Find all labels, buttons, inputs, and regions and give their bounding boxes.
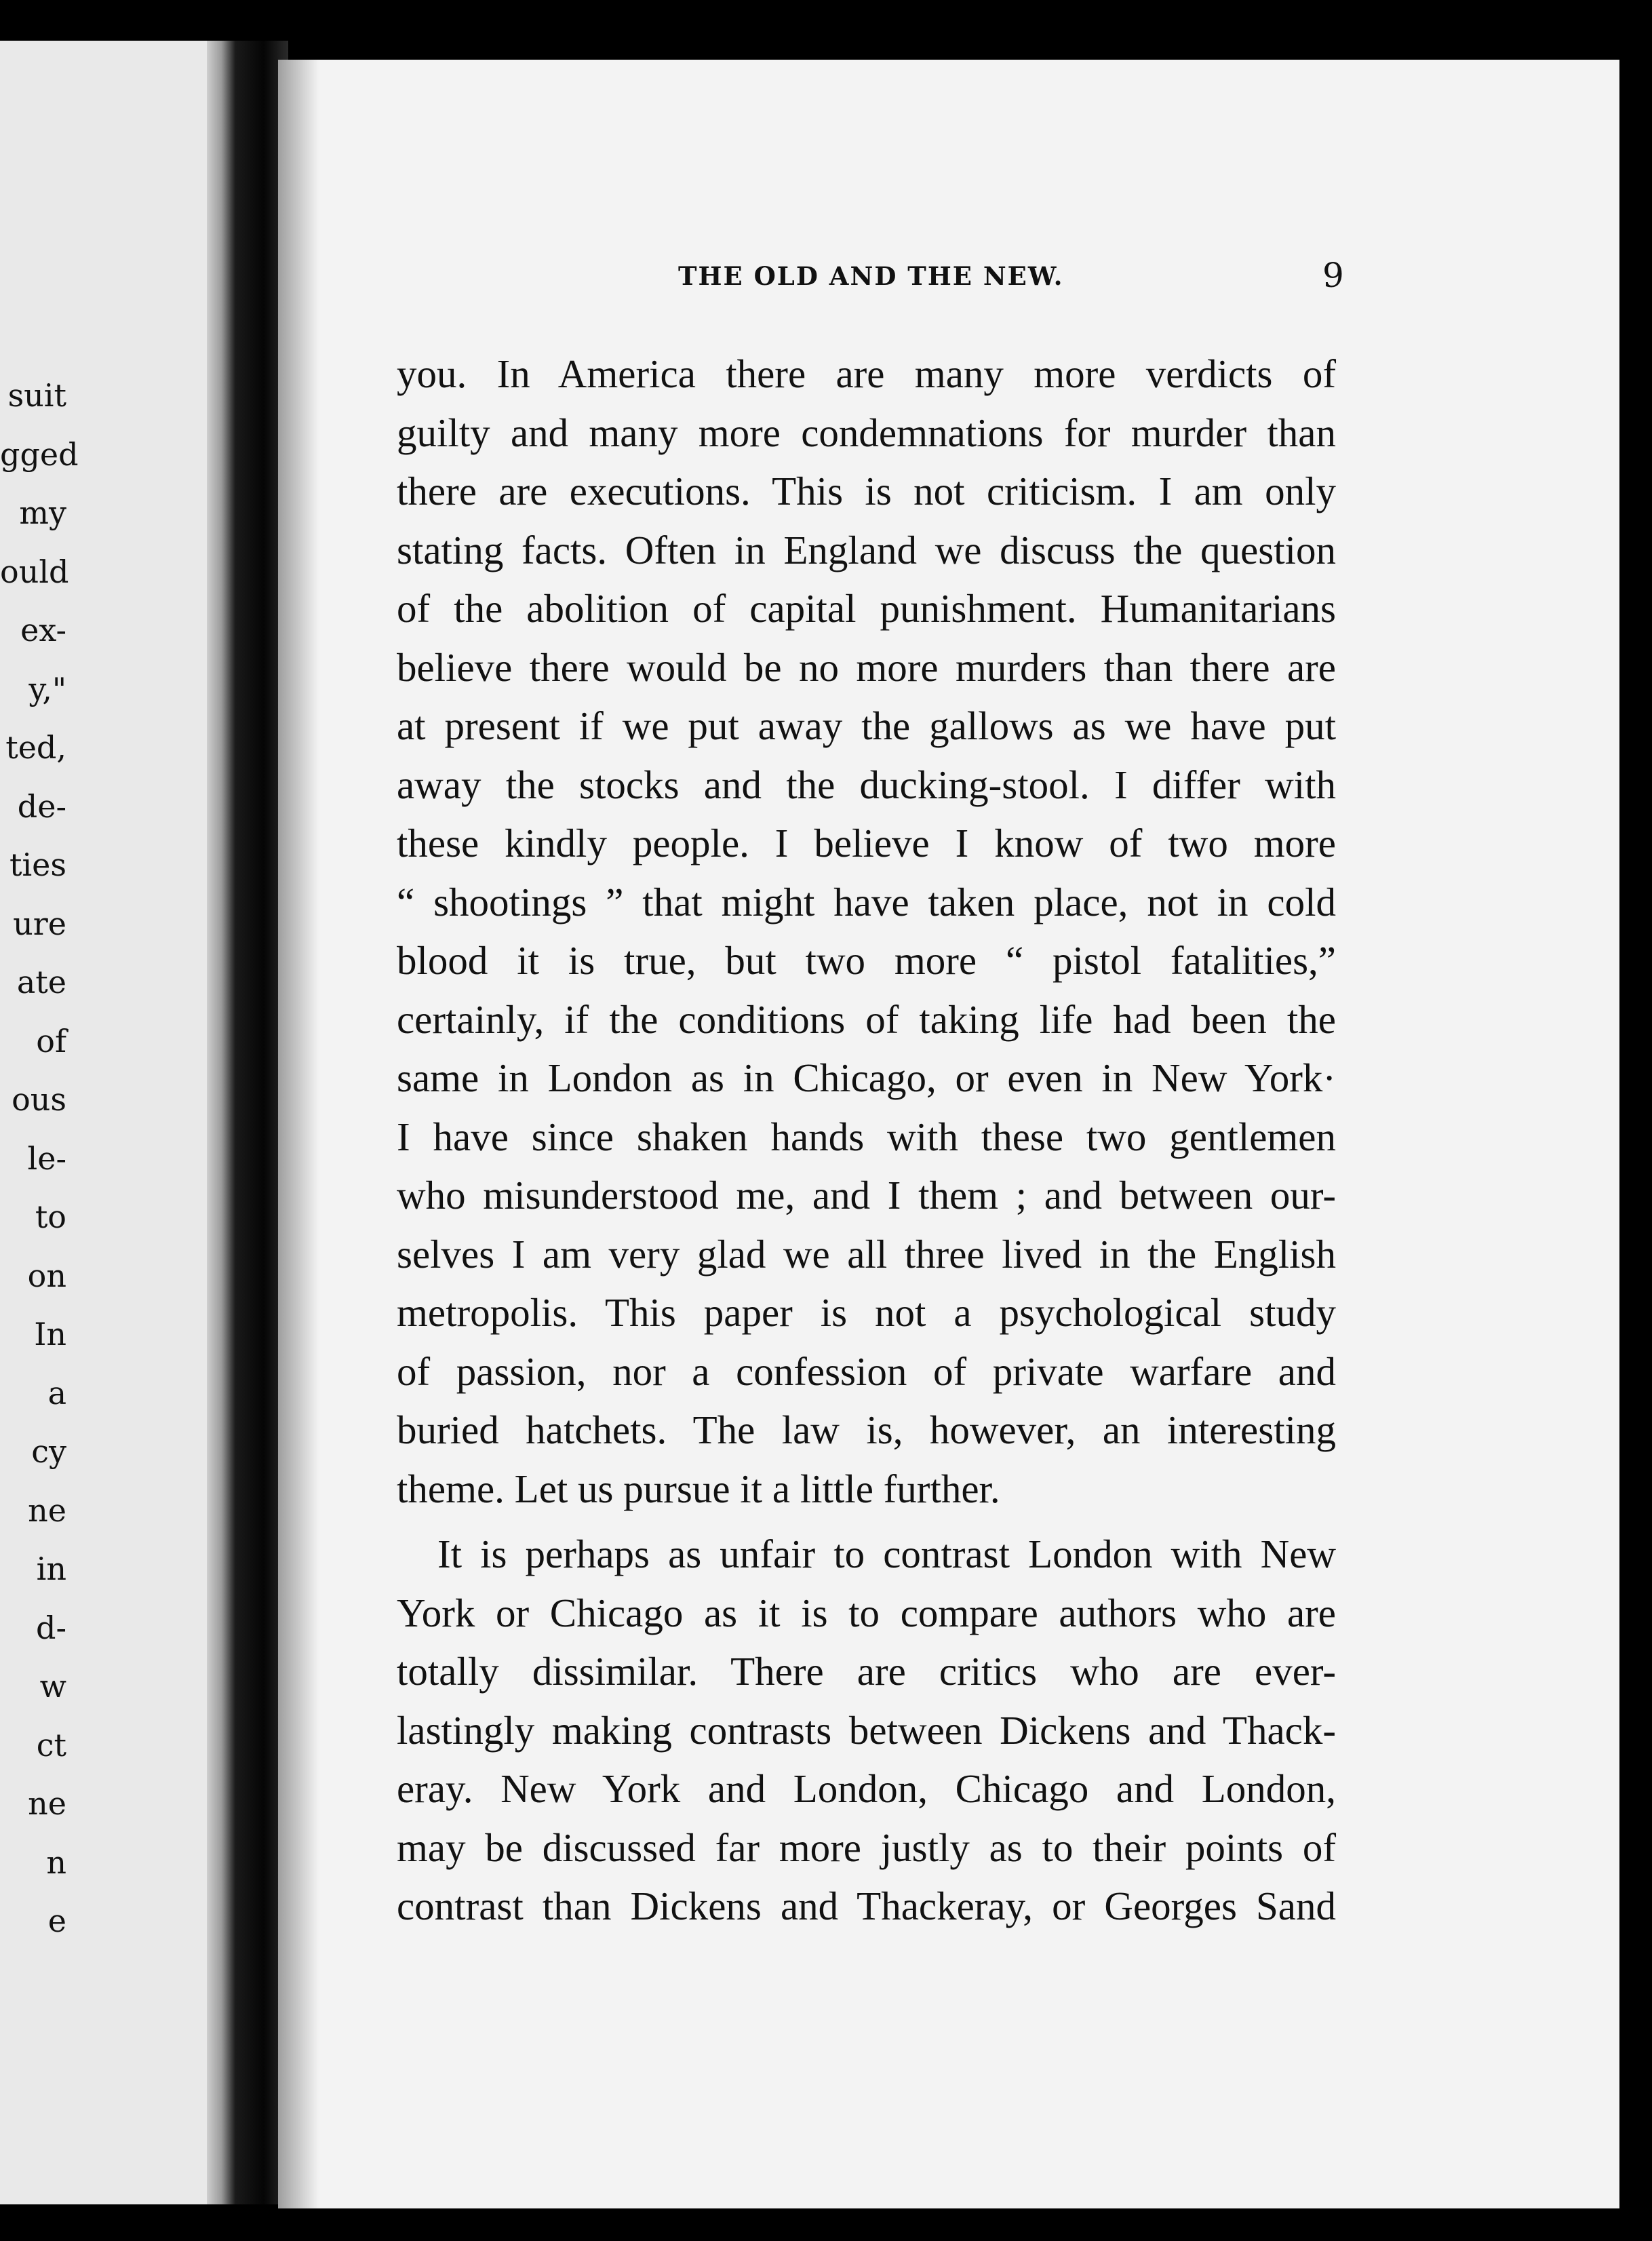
fragment-line: to bbox=[35, 1199, 66, 1235]
page-shadow bbox=[278, 60, 319, 2208]
text-line: I have since shaken hands with these two gentlemen bbox=[397, 1114, 1336, 1159]
text-line: same in London as in Chicago, or even in New York· bbox=[397, 1055, 1336, 1100]
text-line: totally dissimilar. There are critics who are ever- bbox=[397, 1649, 1336, 1694]
fragment-line: ure bbox=[13, 905, 66, 942]
paragraph bbox=[397, 1525, 1336, 1936]
fragment-line: ne bbox=[28, 1492, 66, 1529]
fragment-line: n bbox=[46, 1844, 66, 1881]
fragment-line: In bbox=[34, 1316, 66, 1352]
text-line: may be discussed far more justly as to their points of bbox=[397, 1825, 1336, 1870]
paragraph bbox=[397, 345, 1336, 1518]
text-line: believe there would be no more murders than there are bbox=[397, 644, 1336, 690]
fragment-line: le- bbox=[27, 1139, 66, 1177]
text-line: at present if we put away the gallows as we have put bbox=[397, 703, 1336, 748]
fragment-line: e bbox=[47, 1903, 66, 1939]
fragment-line: ate bbox=[16, 964, 66, 1000]
text-line: blood it is true, but two more “ pistol fatalities,” bbox=[397, 938, 1336, 983]
text-line: contrast than Dickens and Thackeray, or Georges Sand bbox=[397, 1884, 1336, 1928]
text-line: York or Chicago as it is to compare authors who are bbox=[397, 1590, 1336, 1635]
fragment-line: ous bbox=[12, 1081, 66, 1118]
fragment-line: a bbox=[47, 1374, 66, 1411]
text-line: theme. Let us pursue it a little further. bbox=[397, 1466, 1000, 1511]
page-number: 9 bbox=[1322, 256, 1345, 295]
fragment-line: gged bbox=[0, 435, 79, 473]
fragment-line: on bbox=[27, 1257, 66, 1294]
fragment-line: of bbox=[36, 1022, 66, 1059]
text-line: who misunderstood me, and I them ; and between our- bbox=[397, 1173, 1336, 1217]
text-line: It is perhaps as unfair to contrast London with New bbox=[437, 1532, 1336, 1576]
previous-page-line-endings bbox=[0, 366, 79, 1951]
fragment-line: ct bbox=[36, 1726, 66, 1763]
text-line: “ shootings ” that might have taken place, not in cold bbox=[397, 879, 1336, 924]
fragment-line: my bbox=[19, 494, 66, 531]
text-line: of the abolition of capital punishment. Humanitarians bbox=[397, 586, 1336, 631]
fragment-line: d- bbox=[36, 1609, 66, 1646]
fragment-line: w bbox=[39, 1668, 66, 1704]
book-gutter bbox=[207, 41, 288, 2204]
text-line: you. In America there are many more verdicts of bbox=[397, 351, 1336, 396]
text-line: eray. New York and London, Chicago and London, bbox=[397, 1766, 1336, 1811]
fragment-line: ex- bbox=[20, 612, 66, 648]
fragment-line: suit bbox=[7, 377, 66, 414]
running-head-title: THE OLD AND THE NEW. bbox=[678, 261, 1064, 291]
paragraph-gap bbox=[397, 1518, 1336, 1525]
text-line: lastingly making contrasts between Dickens and Thack- bbox=[397, 1707, 1336, 1753]
text-line: of passion, nor a confession of private warfare and bbox=[397, 1348, 1336, 1394]
fragment-line: y," bbox=[28, 670, 66, 707]
text-line: these kindly people. I believe I know of two more bbox=[397, 821, 1336, 865]
previous-page-fragment bbox=[0, 41, 207, 2204]
text-line: metropolis. This paper is not a psychological study bbox=[397, 1290, 1336, 1335]
text-line: buried hatchets. The law is, however, an interesting bbox=[397, 1407, 1336, 1452]
fragment-line: in bbox=[36, 1551, 66, 1587]
fragment-line: ties bbox=[9, 846, 66, 883]
fragment-line: cy bbox=[31, 1433, 66, 1470]
text-line: there are executions. This is not criticism. I am only bbox=[397, 469, 1336, 513]
fragment-line: de- bbox=[17, 787, 66, 825]
text-line: selves I am very glad we all three lived in the English bbox=[397, 1231, 1336, 1277]
text-line: certainly, if the conditions of taking life had been the bbox=[397, 996, 1336, 1042]
text-line: guilty and many more condemnations for murder than bbox=[397, 410, 1336, 455]
text-line: away the stocks and the ducking-stool. I differ with bbox=[397, 762, 1336, 807]
text-line: stating facts. Often in England we discuss the question bbox=[397, 527, 1336, 572]
fragment-line: ne bbox=[28, 1785, 66, 1822]
body-text bbox=[397, 345, 1336, 1936]
fragment-line: ould bbox=[0, 553, 69, 590]
fragment-line: ted, bbox=[5, 729, 66, 766]
